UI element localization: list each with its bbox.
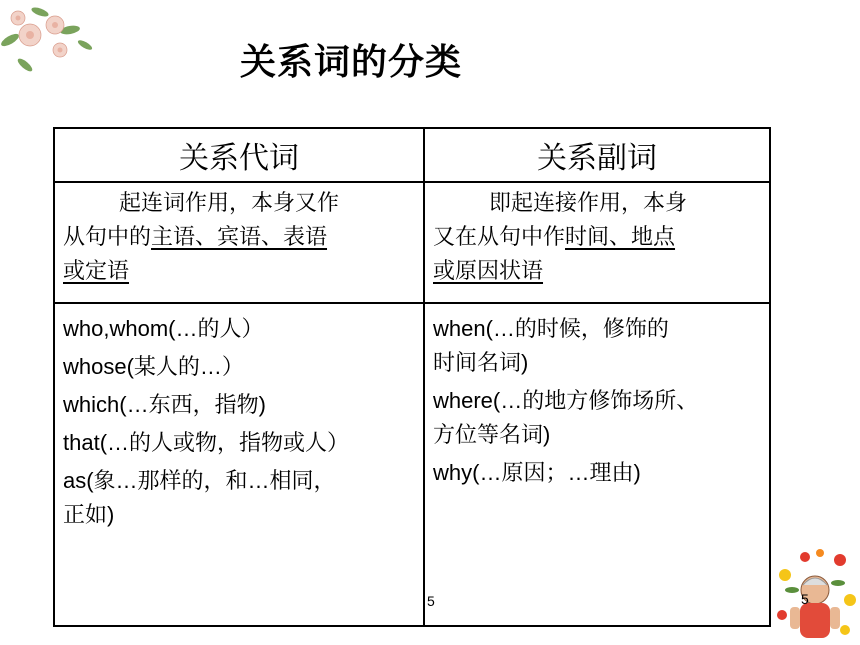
page-number: 5 [427, 593, 435, 609]
adverb-desc-underlined: 时间、地点 [565, 225, 676, 250]
pronoun-item: which(…东西，指物) [63, 392, 266, 417]
adverb-description [433, 187, 768, 289]
pronoun-item: that(…的人或物，指物或人） [63, 430, 350, 455]
adverb-desc-line1: 即起连接作用，本身 [489, 191, 688, 216]
cartoon-decoration-bottom-right [770, 545, 860, 645]
pronoun-desc-line1: 起连词作用，本身又作 [119, 191, 340, 216]
adverb-desc-line2 [433, 221, 768, 255]
page-number-corner: 5 [801, 591, 809, 607]
classification-table [53, 127, 771, 627]
adverb-item: 时间名词) [433, 350, 529, 375]
flower-decoration-top-left [0, 0, 95, 80]
pronoun-item: as(象…那样的，和…相同， [63, 468, 336, 493]
column-divider [423, 129, 425, 625]
adverb-item: why(…原因；…理由) [433, 460, 641, 485]
adverb-item: 方位等名词) [433, 422, 551, 447]
page-title: 关系词的分类 [240, 42, 463, 83]
pronoun-list [63, 312, 423, 536]
adverb-desc-prefix: 又在从句中作 [433, 225, 566, 250]
header-relative-adverb: 关系副词 [537, 141, 657, 176]
header-relative-pronoun: 关系代词 [179, 141, 299, 176]
pronoun-item: 正如) [63, 502, 115, 527]
pronoun-item: who,whom(…的人） [63, 316, 264, 341]
pronoun-desc-line2 [63, 221, 418, 255]
adverb-list [433, 312, 773, 494]
pronoun-desc-prefix: 从句中的 [63, 225, 152, 250]
header-divider [55, 181, 769, 183]
pronoun-item: whose(某人的…） [63, 354, 244, 379]
description-divider [55, 302, 769, 304]
pronoun-desc-line3: 或定语 [63, 259, 130, 284]
adverb-item: when(…的时候，修饰的 [433, 316, 669, 341]
adverb-item: where(…的地方修饰场所、 [433, 388, 699, 413]
pronoun-description [63, 187, 418, 289]
pronoun-desc-underlined: 主语、宾语、表语 [151, 225, 328, 250]
adverb-desc-line3: 或原因状语 [433, 259, 544, 284]
